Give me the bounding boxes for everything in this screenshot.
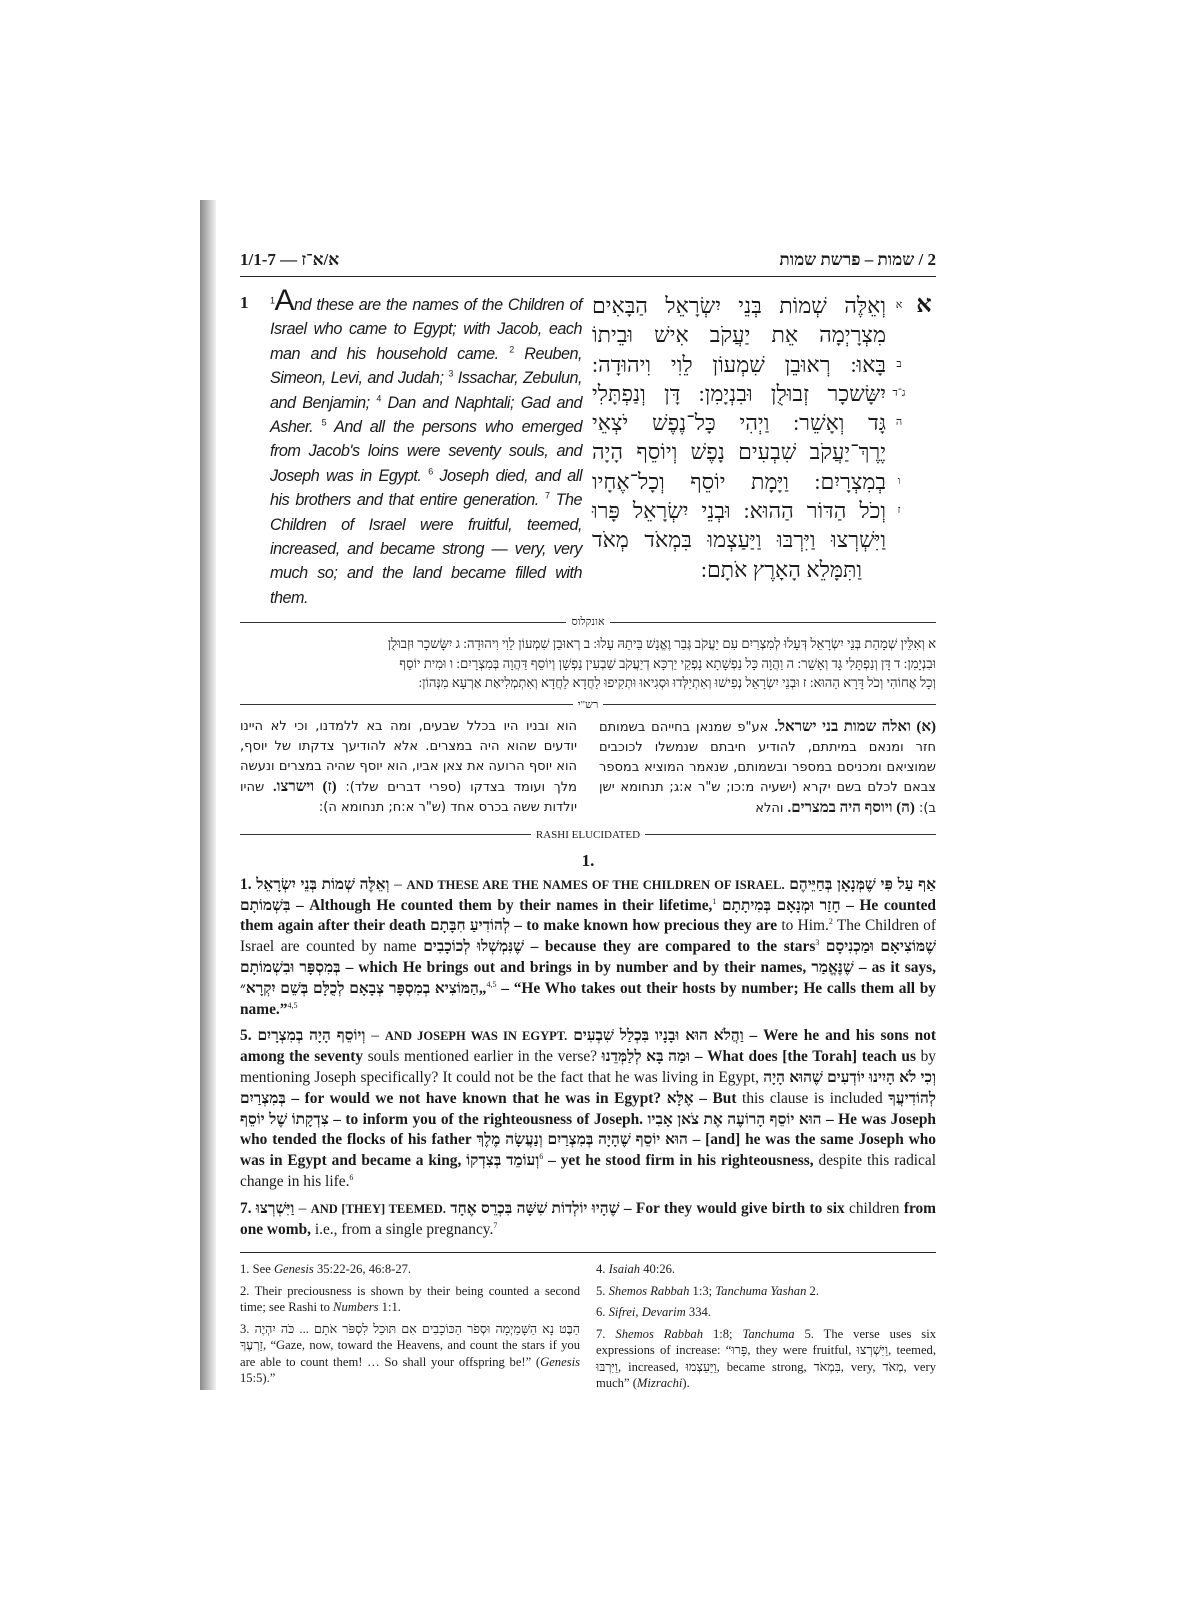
book-page [240,250,936,1397]
footnotes-left-column [240,1261,580,1397]
footnote-ref: 3 [815,938,820,948]
bold-translation: 5. [240,1027,258,1045]
plain-text: 1:1. [378,1300,401,1315]
hebrew-line-text: גָּד וְאָשֵׁר: וַיְהִי כָּל־נֶפֶשׁ יֹצְאֵי [592,410,886,436]
verse-number: 2 [509,344,514,355]
verse-number: 5 [321,417,327,428]
italic-title: Numbers [333,1300,379,1315]
onkelos-line: וּבִנְיָמִן: ד דָּן וְנַפְתָּלִי גָּד וְאָשֵׁר: ה וַהֲוָה כָּל נַפְשָׁתָא נָפְקֵי יַרְכָּא דְיַעֲקֹב שַׁבְעִין נַפְשָׁן וְיוֹסֵף דַּהֲוָה בְּמִצְרָיִם: ו וּמִית יוֹסֵף [399,655,936,671]
bold-translation: from one womb, [240,1199,937,1238]
italic-title: Mizrachi [636,1376,683,1391]
plain-text: 334. [685,1305,711,1320]
hebrew-line [592,379,912,408]
hebrew-phrase: מְאֹד [882,1359,904,1374]
verse-letter [886,437,912,466]
plain-text: 3. [240,1321,255,1336]
hebrew-line-text: וַיִּשְׁרְצוּ וַיִּרְבּוּ וַיַּעַצְמוּ בִּמְאֹד מְאֹד [592,527,886,553]
plain-text: – [294,1199,311,1217]
verse-letter [886,525,912,554]
hebrew-phrase: אַף עַל פִּי שֶׁמְּנָאָן בְּחַיֵּיהֶם בִּשְׁמוֹתָם [240,875,937,914]
plain-text: 5. The verse uses six expressions of increase: “ [596,1326,936,1358]
plain-text: – [389,875,407,893]
bold-translation: – as it says, [853,958,937,976]
plain-text: 15:5).” [240,1371,276,1386]
plain-text: 2. Their preciousness is shown by their being counted a second time; see Rashi to [240,1283,580,1315]
rashi-text: שהיו יולדות ששה בכרס אחד (ש"ר א:ח; תנחומא ה): [240,779,577,815]
footnote-ref: 2 [828,917,833,927]
plain-text: , “Gaze, now, toward the Heavens, and count the stars if you are able to count them! … So shall your offspring be!” ( [240,1338,580,1369]
footnote-ref: 4,5 [486,979,497,989]
onkelos-text [240,634,936,693]
english-verse-text: Dan and Naphtali; Gad and Asher. [270,393,582,437]
onkelos-label: אונקלוס [571,616,605,629]
italic-title: Sifrei, Devarim [608,1305,686,1320]
hebrew-line-text: בָּאוּ: רְאוּבֵן שִׁמְעוֹן לֵוִי וִיהוּדָה: [592,351,886,377]
onkelos-line: וְכָל אֲחוֹהִי וְכֹל דָּרָא הַהוּא: ז וּבְנֵי יִשְׂרָאֵל נְפִישׁוּ וְאִתְיַלְּדוּ וּסְגִיאוּ וּתְקִיפוּ לַחֲדָא לַחֲדָא וְאִתְמְלִיאַת אַרְעָא מִנְּהוֹן: [418,675,936,691]
hebrew-verse-text [592,291,936,610]
rashi-text: הוא ובניו היו בכלל שבעים, ומה בא ללמדנו, וכי לא היינו יודעים שהוא היה במצרים. אלא להודיעך צדקתו של יוסף, הוא יוסף הרועה את צאן אביו, הוא יוסף שהיה במצרים ונעשה מלך ועומד בצדקו (ספרי דברים שלד): [240,718,577,795]
bold-translation: – because they are compared to the stars [524,938,816,956]
bold-translation: – Although He counted them by their names in their lifetime, [290,896,713,914]
onkelos-line: א וְאִלֵּין שְׁמָהַת בְּנֵי יִשְׂרָאֵל דְּעָלוּ לְמִצְרַיִם עִם יַעֲקֹב גְּבַר וֶאֱנָשׁ בֵּיתֵהּ עָלוּ: ב רְאוּבֵן שִׁמְעוֹן לֵוִי וִיהוּדָה: ג יִשָּׂשכָר וּזְבוּלֻן [387,636,936,652]
bold-translation: 7. [240,1199,256,1217]
verse-letter [886,320,912,349]
plain-text: 5. [596,1283,609,1298]
hebrew-phrase: שֶׁמּוֹצִיאָם וּמַכְנִיסָם בְּמִסְפָּר וּבִשְׁמוֹתָם [240,938,936,976]
bold-translation: – But [693,1089,737,1107]
onkelos-divider [240,616,936,628]
hebrew-line-text: יֶרֶךְ־יַעֲקֹב שִׁבְעִים נָפֶשׁ וְיוֹסֵף הָיָה [592,439,886,465]
verse-letter: ה [895,416,903,429]
bold-translation: – which He brings out and brings in by number and by their names, [340,958,807,976]
italic-title: Genesis [273,1262,314,1277]
verse-number: 4 [376,393,381,404]
hebrew-line-text: וְאֵלֶּה שְׁמוֹת בְּנֵי יִשְׂרָאֵל הַבָּאִים [592,293,886,318]
lemma-caption: AND JOSEPH WAS IN EGYPT. [384,1029,568,1044]
rashi-heading: (א) ואלה שמות בני ישראל. [774,718,936,735]
english-verse-text: Issachar, Zebulun, and Benjamin; [270,369,582,412]
footnote-ref: 4,5 [287,1000,298,1010]
footnote-ref: 1 [712,896,717,906]
plain-text: , very much” ( [596,1359,936,1391]
hebrew-line [592,350,912,379]
hebrew-line [592,437,912,466]
footnote-ref: 6 [349,1172,354,1182]
plain-text: 1:3; [689,1283,716,1298]
rashi-divider [240,699,936,711]
hebrew-phrase: הַבֶּט נָא הַשָּׁמַיְמָה וּסְפֹר הַכּוֹכָבִים אִם תּוּכַל לִסְפֹּר אֹתָם ... כֹּה יִהְיֶה זַרְעֶךָ [240,1321,580,1353]
hebrew-phrase: וַיַּעַצְמוּ [685,1359,717,1374]
hebrew-line [592,291,912,320]
hebrew-phrase: בִּמְאֹד [813,1359,841,1374]
plain-text: 7. [596,1326,616,1341]
hebrew-line-text: בְמִצְרָיִם: וַיָּמָת יוֹסֵף וְכָל־אֶחָיו [592,468,886,494]
hebrew-line-text: וַתִּמָּלֵא הָאָרֶץ אֹתָם: [700,556,862,582]
plain-text: i.e., from a single pregnancy. [310,1220,494,1238]
verse-number: 3 [448,368,453,379]
bold-translation: – He counted them again after their death [240,896,936,935]
hebrew-phrase: לְהוֹדִיעַ חִבָּתָם [430,917,511,935]
hebrew-line-text: וְכֹל הַדּוֹר הַהוּא: וּבְנֵי יִשְׂרָאֵל פָּרוּ [592,498,886,524]
hebrew-line [592,408,912,437]
hebrew-line-text: יִשָּׂשכָר זְבוּלֻן וּבִנְיָמִן: דָּן וְנַפְתָּלִי [592,380,886,406]
plain-text: 1:8; [703,1326,743,1341]
hebrew-line-text: מִצְרָיְמָה אֵת יַעֲקֹב אִישׁ וּבֵיתוֹ [592,322,886,348]
hebrew-phrase: הוּא יוֹסֵף שֶׁהָיָה בְּמִצְרַיִם וְנַעֲשָׂה מֶלֶךְ [476,1131,688,1149]
plain-text: children [844,1199,904,1217]
italic-title: Isaiah [608,1262,641,1277]
rashi-column-left [240,717,577,819]
plain-text: , teemed, [888,1343,937,1358]
footnotes [240,1261,936,1397]
footnote [596,1326,936,1392]
hebrew-line [592,525,912,554]
footnote-rule [240,1252,936,1253]
hebrew-phrase: וְאֵלֶּה שְׁמוֹת בְּנֵי יִשְׂרָאֵל [256,875,390,893]
english-verse-text: nd these are the names of the Children of Israel who came to Egypt; with Jacob, each man and his household came. [270,296,582,363]
verse-letter [886,555,912,584]
plain-text: , they were fruitful, [747,1343,857,1358]
rashi-elucidated-divider [240,829,936,841]
plain-text: 6. [596,1305,609,1320]
hebrew-chapter-letter: א [916,292,932,318]
rashi-text: אע"פ שמנאן בחייהם בשמותם חזר ומנאם במיתתם, להודיע חיבתם שנמשלו לכוכבים שמוציאם ומכניסם במספר ובשמותם, שנאמר המוציא במספר צבאם לכלם בשם יקרא (ישעיה מ:כו; ש"ר א:ג; תנחומא ישן ב): [599,719,936,816]
rashi-heading: (ז) וישרצו. [272,778,337,795]
italic-title: Genesis [540,1354,580,1369]
hebrew-phrase: וַיִּשְׁרְצוּ [255,1199,295,1217]
footnote-ref: 7 [493,1220,498,1230]
plain-text: , increased, [618,1359,686,1374]
footnotes-right-column [596,1261,936,1397]
hebrew-phrase: חָזַר וּמְנָאָם בְּמִיתָתָם [721,896,841,914]
bold-translation: – Were he and his sons not among the seventy [240,1027,936,1066]
footnote [240,1321,580,1387]
italic-title: Shemos Rabbah [608,1283,690,1298]
chapter-number: 1 [240,293,249,312]
italic-title: Tanchuma Yashan [715,1283,807,1298]
hebrew-phrase: לְהוֹדִיעֲךָ צִדְקָתוֹ שֶׁל יוֹסֵף [240,1089,936,1128]
hebrew-phrase: וַהֲלֹא הוּא וּבָנָיו בִּכְלַל שִׁבְעִים [573,1027,744,1045]
bold-translation: – [and] he was the same Joseph who was in Egypt and became a king, [240,1131,936,1170]
hebrew-phrase: וְיוֹסֵף הָיָה בְמִצְרָיִם [257,1027,366,1045]
plain-text: to Him. [777,917,829,935]
plain-text: 40:26. [640,1262,676,1277]
bold-translation: – For they would give birth to six [619,1199,845,1217]
hebrew-line [592,555,912,584]
footnote [596,1283,936,1300]
lemma-caption: AND THESE ARE THE NAMES OF THE CHILDREN OF ISRAEL. [406,877,785,892]
english-verse-text: The Children of Israel were fruitful, teemed, increased, and became strong — very, very much so; and the land became filled with them. [270,491,582,607]
rashi-heading: (ה) ויוסף היה במצרים. [787,799,915,816]
plain-text: , very, [840,1359,883,1374]
header-verse-reference: 1/1-7 — א/א־ז [240,250,340,269]
hebrew-phrase: שֶׁהָיוּ יוֹלְדוֹת שִׁשָּׁה בִּכְרֵס אֶחָד [450,1199,620,1217]
section-number: 1. [581,850,595,870]
bold-translation: – to make known how precious they are [510,917,778,935]
bold-translation: 1. [240,875,257,893]
hebrew-phrase: וְעוֹמֵד בְּצִדְקוֹ [466,1152,540,1170]
rashi-commentary [240,717,936,819]
english-translation [270,284,583,610]
footnote [240,1283,580,1316]
bold-translation: – He was Joseph who tended the flocks of his father [240,1110,936,1149]
hebrew-phrase: וַיִּרְבּוּ [596,1359,619,1374]
verse-section [240,284,936,610]
hebrew-phrase: „הַמּוֹצִיא בְמִסְפָּר צְבָאָם לְכֻלָּם בְּשֵׁם יִקְרָא״ [240,979,487,997]
elucidation-paragraph [240,875,936,1021]
bold-translation: – “He Who takes out their hosts by number; He calls them all by name.” [240,979,937,1018]
hebrew-phrase: וַיִּשְׁרְצוּ [856,1343,889,1358]
plain-text: 1. See [240,1262,274,1277]
drop-cap: A [274,284,295,317]
hebrew-line [592,467,912,496]
hebrew-phrase: שֶׁנִּמְשְׁלוּ לְכוֹכָבִים [423,938,525,956]
verse-letter: ו [897,474,901,487]
hebrew-line [592,320,912,349]
bold-translation: – What does [the Torah] teach us [690,1048,916,1066]
rashi-label: רש"י [577,698,599,711]
italic-title: Tanchuma [742,1326,795,1341]
verse-letter: ג־ד [892,386,906,399]
english-verse-text: And all the persons who emerged from Jacob's loins were seventy souls, and Joseph was in Egypt. [270,418,583,485]
footnote [596,1304,936,1321]
hebrew-phrase: פָּרוּ [731,1343,748,1358]
rashi-text: והלא [755,800,788,816]
plain-text: by mentioning Joseph specifically? It could not be the fact that he was living in Egypt, [240,1048,937,1086]
english-verse-text: Reuben, Simeon, Levi, and Judah; [270,344,583,388]
english-verse-text: Joseph died, and all his brothers and that entire generation. [270,466,583,510]
hebrew-verse-lines [592,291,912,610]
rashi-elucidated-label: RASHI ELUCIDATED [535,828,641,841]
plain-text: this clause is included [736,1089,889,1107]
verse-number: 7 [544,490,550,501]
verse-letter: ב [896,357,902,370]
plain-text: souls mentioned earlier in the verse? [363,1048,602,1066]
elucidation-paragraph [240,1026,936,1192]
hebrew-line [592,496,912,525]
hebrew-phrase: הוּא יוֹסֵף הָרוֹעֶה אֶת צֹאן אָבִיו [647,1110,822,1128]
bold-translation: – to inform you of the righteousness of Joseph. [328,1110,643,1128]
lemma-caption: AND [THEY] TEEMED. [310,1201,446,1216]
hebrew-phrase: וּמַה בָּא לְלַמְּדֵנוּ [601,1048,691,1066]
verse-number: 6 [428,466,433,477]
running-header [240,250,936,277]
plain-text: ). [682,1376,690,1391]
hebrew-phrase: אֶלָּא [666,1089,694,1107]
plain-text: The Children of Israel are counted by name [240,917,936,956]
rashi-elucidated-text [240,875,936,1241]
plain-text: 2. [806,1283,819,1298]
header-page-title: 2 / שמות – פרשת שמות [779,250,936,269]
bold-translation: – for would we not have known that he was in Egypt? [285,1089,662,1107]
book-spine-shadow [200,200,216,1390]
plain-text: – [365,1027,385,1045]
footnote-ref: 6 [539,1152,544,1162]
footnote [596,1261,936,1278]
plain-text: 4. [596,1262,609,1277]
plain-text: 35:22-26, 46:8-27. [313,1262,412,1277]
hebrew-phrase: שֶׁנֶּאֱמַר [811,958,854,976]
italic-title: Shemos Rabbah [615,1326,703,1341]
hebrew-phrase: וְכִי לֹא הָיִינוּ יוֹדְעִים שֶׁהוּא הָיָה בְּמִצְרַיִם [240,1068,937,1107]
bold-translation: – yet he stood firm in his righteousness, [543,1152,814,1170]
plain-text: , became strong, [716,1359,814,1374]
rashi-column-right [599,717,936,819]
verse-letter: ז [897,504,901,517]
plain-text: despite this radical change in his life. [240,1152,936,1190]
verse-letter: א [895,299,903,311]
footnote [240,1261,580,1278]
elucidation-paragraph [240,1199,936,1241]
verse-number: 1 [270,295,275,306]
